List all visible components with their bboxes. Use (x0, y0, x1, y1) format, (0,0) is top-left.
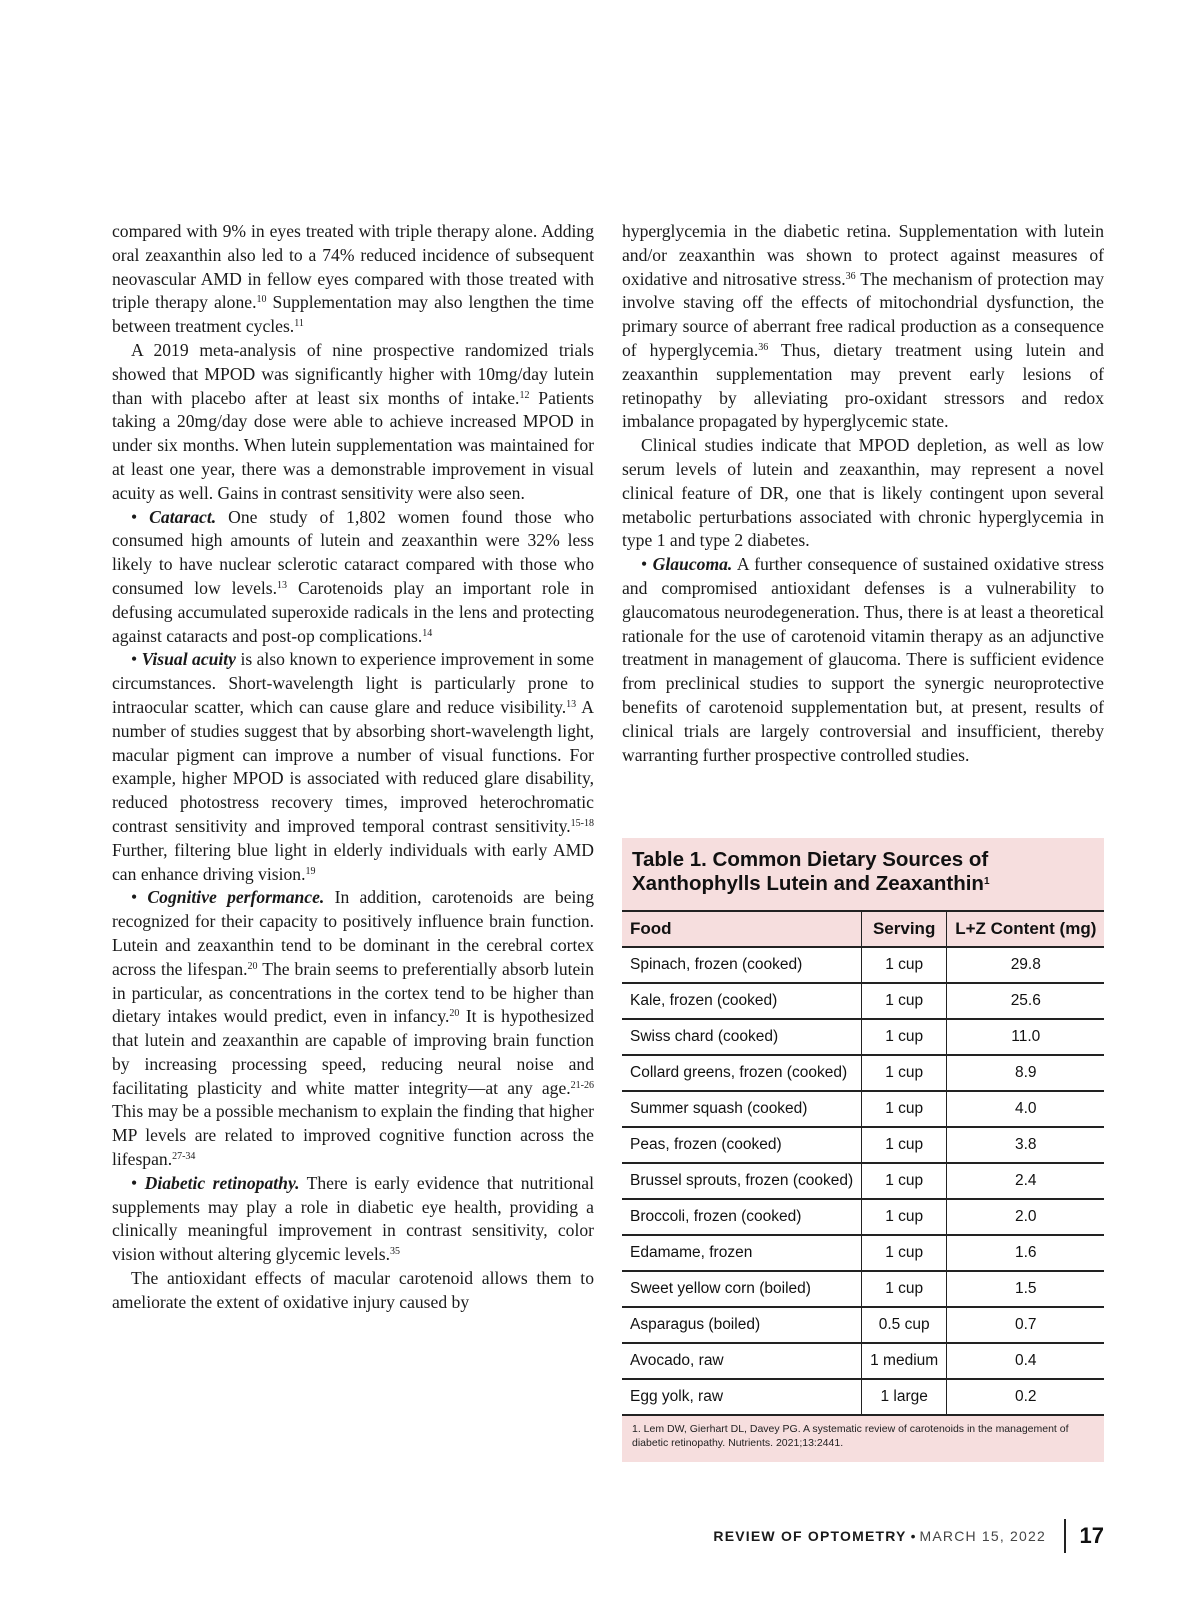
serving-cell: 1 cup (862, 1055, 947, 1091)
food-cell: Broccoli, frozen (cooked) (622, 1199, 862, 1235)
issue-date: MARCH 15, 2022 (919, 1528, 1047, 1544)
table-row (622, 1163, 1104, 1199)
page-number: 17 (1079, 1523, 1104, 1548)
page-footer (713, 1519, 1104, 1553)
content-cell: 2.0 (947, 1199, 1105, 1235)
visual-acuity-paragraph: • Visual acuity is also known to experience improvement in some circumstances. Short-wavelength light is particularly prone to intraocular scatter, which can cause glare and reduce visibility.$^{13}$ A number of studies suggest that by absorbing short-wavelength light, macular pigment can improve a number of visual functions. For example, higher MPOD is associated with reduced glare disability, reduced photostress recovery times, improved heterochromatic contrast sensitivity and improved temporal contrast sensitivity.$^{15-18}$ Further, filtering blue light in elderly individuals with early AMD can enhance driving vision.$^{19}$ (112, 649, 594, 884)
serving-cell: 1 cup (862, 1271, 947, 1307)
cataract-paragraph: • Cataract. One study of 1,802 women found those who consumed high amounts of lutein and zeaxanthin were 32% less likely to have nuclear sclerotic cataract compared with those who consumed low levels.$^{13}$ Carotenoids play an important role in defusing accumulated superoxide radicals in the lens and protecting against cataracts and post-op complications.$^{14}$ (112, 506, 594, 646)
paragraph: hyperglycemia in the diabetic retina. Supplementation with lutein and/or zeaxanthin was shown to protect against measures of oxidative and nitrosative stress.$^{36}$ The mechanism of protection may involve staving off the effects of mitochondrial dysfunction, the primary source of aberrant free radical production as a consequence of hyperglycemia.$^{36}$ Thus, dietary treatment using lutein and zeaxanthin supplementation may prevent early lesions of retinopathy by alleviating pro-oxidant stressors and redox imbalance propagated by hyperglycemic state. (622, 221, 1104, 432)
table-row (622, 1199, 1104, 1235)
content-cell: 29.8 (947, 947, 1105, 983)
header-serving: Serving (862, 911, 947, 947)
table-row (622, 1127, 1104, 1163)
table-row (622, 983, 1104, 1019)
table-header-row (622, 911, 1104, 947)
dietary-sources-table (622, 910, 1104, 1416)
content-cell: 8.9 (947, 1055, 1105, 1091)
content-cell: 11.0 (947, 1019, 1105, 1055)
serving-cell: 1 cup (862, 1199, 947, 1235)
food-cell: Sweet yellow corn (boiled) (622, 1271, 862, 1307)
serving-cell: 0.5 cup (862, 1307, 947, 1343)
food-cell: Kale, frozen (cooked) (622, 983, 862, 1019)
paragraph: A 2019 meta-analysis of nine prospective randomized trials showed that MPOD was significantly higher with 10mg/day lutein than with placebo after at least six months of intake.$^{12}$ Patients taking a 20mg/day dose were able to achieve increased MPOD in under six months. When lutein supplementation was maintained for at least one year, there was a demonstrable improvement in visual acuity as well. Gains in contrast sensitivity were also seen. (112, 339, 594, 503)
serving-cell: 1 cup (862, 983, 947, 1019)
content-cell: 1.5 (947, 1271, 1105, 1307)
footer-separator: • (910, 1528, 916, 1544)
content-cell: 0.2 (947, 1379, 1105, 1415)
paragraph: The antioxidant effects of macular carotenoid allows them to ameliorate the extent of oxidative injury caused by (112, 1268, 594, 1312)
serving-cell: 1 cup (862, 1127, 947, 1163)
table-row (622, 1343, 1104, 1379)
food-cell: Peas, frozen (cooked) (622, 1127, 862, 1163)
food-cell: Edamame, frozen (622, 1235, 862, 1271)
table-title-line-1: Table 1. Common Dietary Sources of (632, 848, 989, 871)
food-cell: Swiss chard (cooked) (622, 1019, 862, 1055)
left-text-column (112, 220, 594, 1315)
dietary-sources-table-box (622, 838, 1104, 1462)
serving-cell: 1 cup (862, 947, 947, 983)
glaucoma-paragraph: • Glaucoma. A further consequence of sustained oxidative stress and compromised antioxidant defenses is a vulnerability to glaucomatous neurodegeneration. Thus, there is at least a theoretical rationale for the use of carotenoid vitamin therapy as an adjunctive treatment in management of glaucoma. There is sufficient evidence from preclinical studies to support the synergic neuroprotective benefits of carotenoid supplementation but, at present, results of clinical trials are largely controversial and insufficient, thereby warranting further prospective controlled studies. (622, 554, 1104, 765)
footer-divider (1064, 1519, 1066, 1553)
paragraph: compared with 9% in eyes treated with triple therapy alone. Adding oral zeaxanthin also led to a 74% reduced incidence of subsequent neovascular AMD in fellow eyes compared with those treated with triple therapy alone.$^{10}$ Supplementation may also lengthen the time between treatment cycles.$^{11}$ (112, 221, 594, 337)
food-cell: Collard greens, frozen (cooked) (622, 1055, 862, 1091)
food-cell: Egg yolk, raw (622, 1379, 862, 1415)
food-cell: Spinach, frozen (cooked) (622, 947, 862, 983)
content-cell: 3.8 (947, 1127, 1105, 1163)
food-cell: Asparagus (boiled) (622, 1307, 862, 1343)
diabetic-retinopathy-paragraph: • Diabetic retinopathy. There is early evidence that nutritional supplements may play a role in diabetic eye health, providing a clinically meaningful improvement in contrast sensitivity, color vision without altering glycemic levels.$^{35}$ (112, 1172, 594, 1265)
content-cell: 2.4 (947, 1163, 1105, 1199)
content-cell: 0.7 (947, 1307, 1105, 1343)
food-cell: Summer squash (cooked) (622, 1091, 862, 1127)
serving-cell: 1 large (862, 1379, 947, 1415)
right-text-column (622, 220, 1104, 767)
serving-cell: 1 cup (862, 1235, 947, 1271)
table-title-line-2: Xanthophylls Lutein and Zeaxanthin$^1$ (632, 872, 990, 895)
content-cell: 0.4 (947, 1343, 1105, 1379)
table-footnote: 1. Lem DW, Gierhart DL, Davey PG. A systematic review of carotenoids in the management of diabetic retinopathy. Nutrients. 2021;13:2441. (632, 1423, 1069, 1449)
serving-cell: 1 medium (862, 1343, 947, 1379)
header-food: Food (622, 911, 862, 947)
serving-cell: 1 cup (862, 1091, 947, 1127)
table-row (622, 1055, 1104, 1091)
table-row (622, 1307, 1104, 1343)
journal-name: REVIEW OF OPTOMETRY (713, 1528, 907, 1544)
table-row (622, 1235, 1104, 1271)
content-cell: 4.0 (947, 1091, 1105, 1127)
food-cell: Brussel sprouts, frozen (cooked) (622, 1163, 862, 1199)
header-content: L+Z Content (mg) (947, 911, 1105, 947)
table-row (622, 947, 1104, 983)
table-title (632, 848, 1092, 896)
food-cell: Avocado, raw (622, 1343, 862, 1379)
table-row (622, 1019, 1104, 1055)
serving-cell: 1 cup (862, 1163, 947, 1199)
table-row (622, 1379, 1104, 1415)
paragraph: Clinical studies indicate that MPOD depletion, as well as low serum levels of lutein and zeaxanthin, may represent a novel clinical feature of DR, one that is likely contingent upon several metabolic perturbations associated with chronic hyperglycemia in type 1 and type 2 diabetes. (622, 435, 1104, 551)
cognitive-paragraph: • Cognitive performance. In addition, carotenoids are being recognized for their capacity to positively influence brain function. Lutein and zeaxanthin tend to be dominant in the cerebral cortex across the lifespan.$^{20}$ The brain seems to preferentially absorb lutein in particular, as concentrations in the cortex tend to be higher than dietary intakes would predict, even in infancy.$^{20}$ It is hypothesized that lutein and zeaxanthin are capable of improving brain function by increasing processing speed, reducing neural noise and facilitating plasticity and white matter integrity—at any age.$^{21-26}$ This may be a possible mechanism to explain the finding that higher MP levels are related to improved cognitive function across the lifespan.$^{27-34}$ (112, 887, 594, 1170)
table-row (622, 1091, 1104, 1127)
serving-cell: 1 cup (862, 1019, 947, 1055)
content-cell: 1.6 (947, 1235, 1105, 1271)
table-row (622, 1271, 1104, 1307)
content-cell: 25.6 (947, 983, 1105, 1019)
